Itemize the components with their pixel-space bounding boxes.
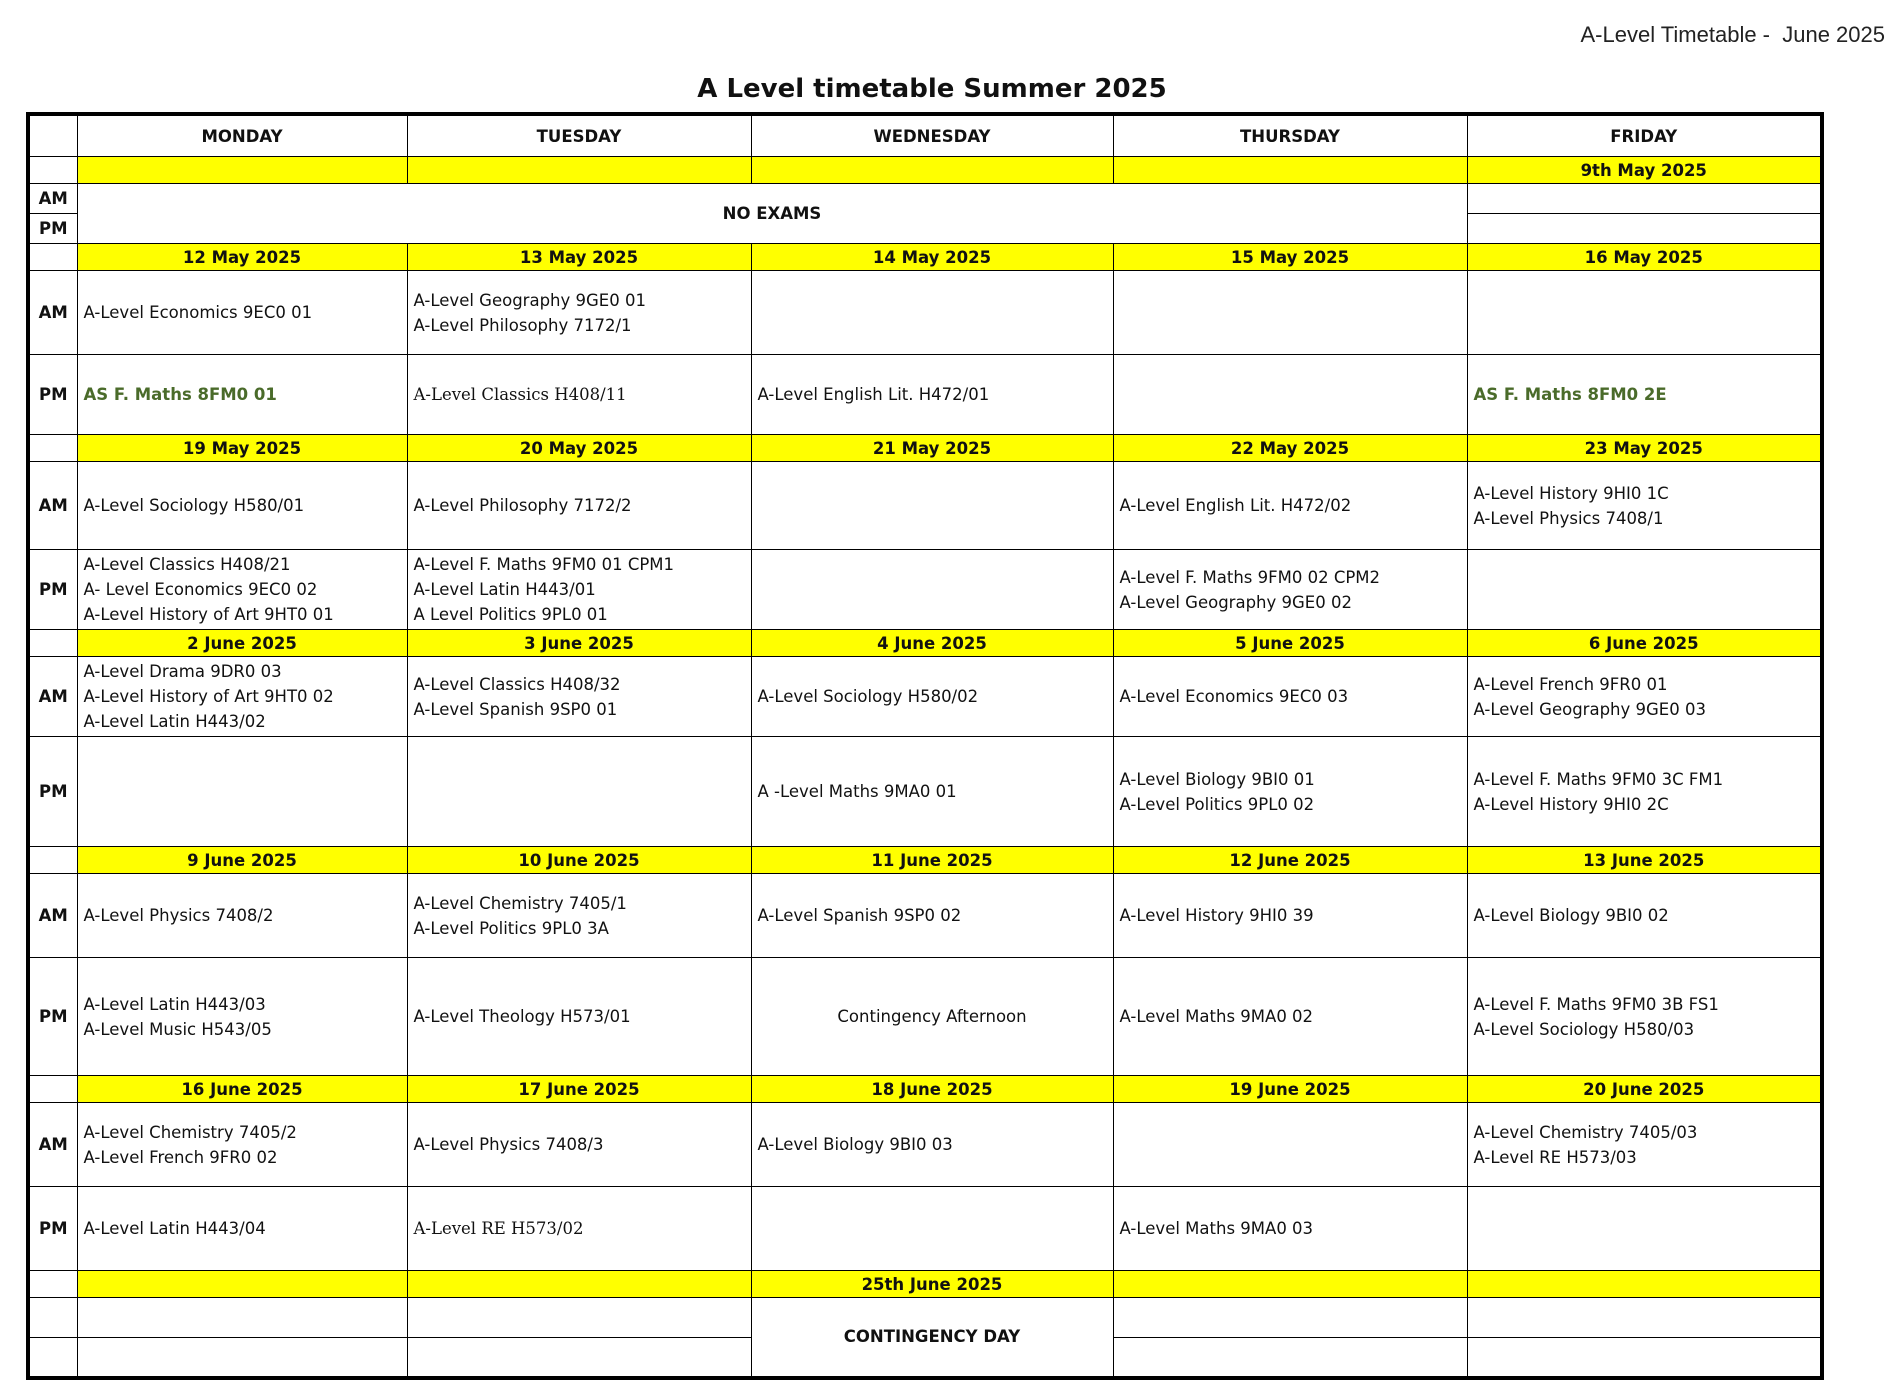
date-cell: 11 June 2025 <box>751 847 1113 874</box>
exam-cell <box>77 550 407 630</box>
exam-entry: A-Level Biology 9BI0 01 <box>1119 769 1315 789</box>
exam-entry: A-Level Classics H408/11 <box>413 385 627 404</box>
exam-cell <box>407 1103 751 1187</box>
exam-entry: A-Level RE H573/03 <box>1473 1147 1637 1167</box>
date-cell: 2 June 2025 <box>77 630 407 657</box>
exam-cell <box>407 271 751 355</box>
slot-label: AM <box>28 462 77 550</box>
exam-cell <box>77 958 407 1076</box>
pm-row <box>28 737 1822 847</box>
date-cell: 16 May 2025 <box>1467 244 1822 271</box>
date-cell: 5 June 2025 <box>1113 630 1467 657</box>
exam-entry: A-Level Biology 9BI0 03 <box>757 1135 953 1154</box>
date-cell: 10 June 2025 <box>407 847 751 874</box>
exam-entry: A-Level Physics 7408/2 <box>83 906 274 925</box>
page-title: A Level timetable Summer 2025 <box>697 74 1167 104</box>
exam-cell <box>77 874 407 958</box>
exam-entry: A-Level Politics 9PL0 3A <box>413 918 609 938</box>
date-cell: 19 June 2025 <box>1113 1076 1467 1103</box>
date-row <box>28 1271 1822 1298</box>
exam-entry: A-Level French 9FR0 02 <box>83 1147 278 1167</box>
exam-entry: AS F. Maths 8FM0 01 <box>83 385 277 404</box>
exam-cell <box>1467 462 1822 550</box>
exam-cell <box>751 462 1113 550</box>
date-cell: 13 May 2025 <box>407 244 751 271</box>
slot-label: PM <box>28 550 77 630</box>
day-wednesday: WEDNESDAY <box>751 114 1113 157</box>
slot-label: PM <box>28 1187 77 1271</box>
exam-entry: A-Level Maths 9MA0 02 <box>1119 1007 1314 1026</box>
date-cell: 14 May 2025 <box>751 244 1113 271</box>
exam-cell <box>1467 271 1822 355</box>
exam-entry: A-Level Music H543/05 <box>83 1019 272 1039</box>
slot-label: PM <box>28 355 77 435</box>
contingency-day-banner: CONTINGENCY DAY <box>751 1298 1113 1378</box>
exam-entry: A-Level Geography 9GE0 01 <box>413 290 646 310</box>
exam-cell <box>751 1187 1113 1271</box>
exam-entry: A-Level Chemistry 7405/03 <box>1473 1122 1698 1142</box>
exam-cell <box>1113 657 1467 737</box>
exam-cell <box>751 271 1113 355</box>
am-row <box>28 1298 1822 1338</box>
exam-entry: A-Level History 9HI0 1C <box>1473 483 1669 503</box>
timetable <box>26 112 1824 1380</box>
exam-entry: AS F. Maths 8FM0 2E <box>1473 385 1667 404</box>
exam-cell <box>407 874 751 958</box>
no-exams-banner: NO EXAMS <box>77 184 1467 244</box>
date-cell: 19 May 2025 <box>77 435 407 462</box>
date-row <box>28 847 1822 874</box>
exam-entry: A-Level Biology 9BI0 02 <box>1473 906 1669 925</box>
slot-label: AM <box>28 271 77 355</box>
exam-cell <box>407 958 751 1076</box>
exam-cell <box>751 958 1113 1076</box>
exam-cell <box>751 657 1113 737</box>
exam-entry: A-Level Drama 9DR0 03 <box>83 662 282 681</box>
exam-cell <box>407 355 751 435</box>
exam-cell <box>1467 657 1822 737</box>
exam-cell <box>1467 550 1822 630</box>
exam-cell <box>77 657 407 737</box>
date-cell: 23 May 2025 <box>1467 435 1822 462</box>
date-row <box>28 1076 1822 1103</box>
exam-entry: Contingency Afternoon <box>837 1007 1027 1026</box>
exam-entry: A-Level Spanish 9SP0 02 <box>757 906 962 925</box>
date-cell: 3 June 2025 <box>407 630 751 657</box>
exam-entry: A-Level Chemistry 7405/2 <box>83 1122 297 1142</box>
date-cell: 17 June 2025 <box>407 1076 751 1103</box>
am-row <box>28 874 1822 958</box>
slot-label: PM <box>28 958 77 1076</box>
exam-cell <box>1467 355 1822 435</box>
exam-cell <box>1113 462 1467 550</box>
exam-entry: A-Level Maths 9MA0 03 <box>1119 1219 1314 1238</box>
date-cell: 22 May 2025 <box>1113 435 1467 462</box>
date-cell: 20 May 2025 <box>407 435 751 462</box>
pm-row <box>28 958 1822 1076</box>
date-cell: 13 June 2025 <box>1467 847 1822 874</box>
exam-cell <box>77 737 407 847</box>
exam-entry: A-Level Politics 9PL0 02 <box>1119 794 1315 814</box>
exam-cell <box>751 1103 1113 1187</box>
exam-entry: A-Level Classics H408/21 <box>83 555 291 574</box>
exam-cell <box>407 737 751 847</box>
exam-entry: A-Level Latin H443/03 <box>83 994 266 1014</box>
pm-row <box>28 550 1822 630</box>
exam-cell <box>77 1187 407 1271</box>
exam-entry: A-Level Sociology H580/02 <box>757 687 979 706</box>
am-row <box>28 657 1822 737</box>
date-cell: 6 June 2025 <box>1467 630 1822 657</box>
exam-entry: A-Level History 9HI0 39 <box>1119 906 1314 925</box>
exam-entry: A-Level Philosophy 7172/2 <box>413 496 632 515</box>
exam-entry: A-Level Latin H443/04 <box>83 1219 266 1238</box>
exam-entry: A Level Politics 9PL0 01 <box>413 605 608 624</box>
exam-entry: A-Level Geography 9GE0 03 <box>1473 699 1706 719</box>
exam-entry: A-Level History of Art 9HT0 01 <box>83 605 334 624</box>
exam-cell <box>1113 1103 1467 1187</box>
slot-label: AM <box>28 657 77 737</box>
exam-entry: A-Level History of Art 9HT0 02 <box>83 687 334 706</box>
date-cell: 4 June 2025 <box>751 630 1113 657</box>
exam-entry: A-Level F. Maths 9FM0 02 CPM2 <box>1119 567 1381 587</box>
exam-cell <box>751 737 1113 847</box>
exam-cell <box>407 550 751 630</box>
exam-entry: A-Level F. Maths 9FM0 3C FM1 <box>1473 769 1724 789</box>
exam-cell <box>407 657 751 737</box>
exam-cell <box>1113 737 1467 847</box>
date-cell: 21 May 2025 <box>751 435 1113 462</box>
exam-cell <box>1113 958 1467 1076</box>
exam-cell <box>407 462 751 550</box>
exam-entry: A-Level French 9FR0 01 <box>1473 674 1668 694</box>
date-cell: 20 June 2025 <box>1467 1076 1822 1103</box>
weeks-body <box>28 244 1822 1271</box>
slot-label: AM <box>28 184 77 214</box>
exam-cell <box>1467 958 1822 1076</box>
date-cell: 16 June 2025 <box>77 1076 407 1103</box>
exam-cell <box>751 355 1113 435</box>
exam-cell <box>751 550 1113 630</box>
exam-entry: A-Level Physics 7408/3 <box>413 1135 604 1154</box>
date-row <box>28 435 1822 462</box>
page-header: A-Level Timetable - June 2025 <box>1580 22 1885 47</box>
date-row <box>28 244 1822 271</box>
exam-cell <box>1113 271 1467 355</box>
exam-cell <box>1467 1187 1822 1271</box>
exam-entry: A-Level Economics 9EC0 03 <box>1119 687 1349 706</box>
exam-cell <box>1113 874 1467 958</box>
exam-entry: A- Level Economics 9EC0 02 <box>83 580 318 599</box>
exam-cell <box>1467 874 1822 958</box>
exam-cell <box>77 271 407 355</box>
exam-cell <box>1467 1103 1822 1187</box>
exam-cell <box>77 355 407 435</box>
date-cell: 9th May 2025 <box>1467 157 1822 184</box>
date-cell: 12 May 2025 <box>77 244 407 271</box>
day-header-row <box>28 114 1822 157</box>
am-row <box>28 462 1822 550</box>
date-cell: 12 June 2025 <box>1113 847 1467 874</box>
am-row <box>28 271 1822 355</box>
exam-entry: A -Level Maths 9MA0 01 <box>757 782 957 801</box>
day-tuesday: TUESDAY <box>407 114 751 157</box>
am-row <box>28 1103 1822 1187</box>
exam-entry: A-Level Physics 7408/1 <box>1473 508 1664 528</box>
exam-entry: A-Level Philosophy 7172/1 <box>413 315 632 335</box>
exam-entry: A-Level F. Maths 9FM0 3B FS1 <box>1473 994 1719 1014</box>
date-row <box>28 630 1822 657</box>
day-friday: FRIDAY <box>1467 114 1822 157</box>
exam-cell <box>1113 1187 1467 1271</box>
exam-entry: A-Level Theology H573/01 <box>413 1007 631 1026</box>
exam-cell <box>1113 355 1467 435</box>
exam-entry: A-Level Sociology H580/01 <box>83 496 305 515</box>
exam-entry: A-Level RE H573/02 <box>413 1219 584 1238</box>
exam-cell <box>751 874 1113 958</box>
date-cell: 15 May 2025 <box>1113 244 1467 271</box>
exam-entry: A-Level Chemistry 7405/1 <box>413 893 627 913</box>
exam-entry: A-Level Sociology H580/03 <box>1473 1019 1695 1039</box>
day-monday: MONDAY <box>77 114 407 157</box>
corner-cell <box>28 114 77 157</box>
exam-cell <box>77 1103 407 1187</box>
slot-label: PM <box>28 737 77 847</box>
exam-entry: A-Level Spanish 9SP0 01 <box>413 699 618 719</box>
slot-label: AM <box>28 1103 77 1187</box>
exam-entry: A-Level English Lit. H472/01 <box>757 385 990 404</box>
exam-cell <box>77 462 407 550</box>
date-cell: 18 June 2025 <box>751 1076 1113 1103</box>
date-row <box>28 157 1822 184</box>
date-cell: 25th June 2025 <box>751 1271 1113 1298</box>
slot-label: AM <box>28 874 77 958</box>
pm-row <box>28 1187 1822 1271</box>
exam-entry: A-Level Geography 9GE0 02 <box>1119 592 1352 612</box>
day-thursday: THURSDAY <box>1113 114 1467 157</box>
slot-label: PM <box>28 214 77 244</box>
pm-row <box>28 355 1822 435</box>
exam-entry: A-Level English Lit. H472/02 <box>1119 496 1352 515</box>
exam-entry: A-Level Classics H408/32 <box>413 674 621 694</box>
exam-entry: A-Level Latin H443/02 <box>83 712 266 731</box>
exam-entry: A-Level Latin H443/01 <box>413 580 596 599</box>
exam-cell <box>1113 550 1467 630</box>
exam-cell <box>1467 737 1822 847</box>
exam-entry: A-Level Economics 9EC0 01 <box>83 303 313 322</box>
exam-cell <box>407 1187 751 1271</box>
date-cell: 9 June 2025 <box>77 847 407 874</box>
am-row <box>28 184 1822 214</box>
exam-entry: A-Level History 9HI0 2C <box>1473 794 1669 814</box>
exam-entry: A-Level F. Maths 9FM0 01 CPM1 <box>413 555 675 574</box>
